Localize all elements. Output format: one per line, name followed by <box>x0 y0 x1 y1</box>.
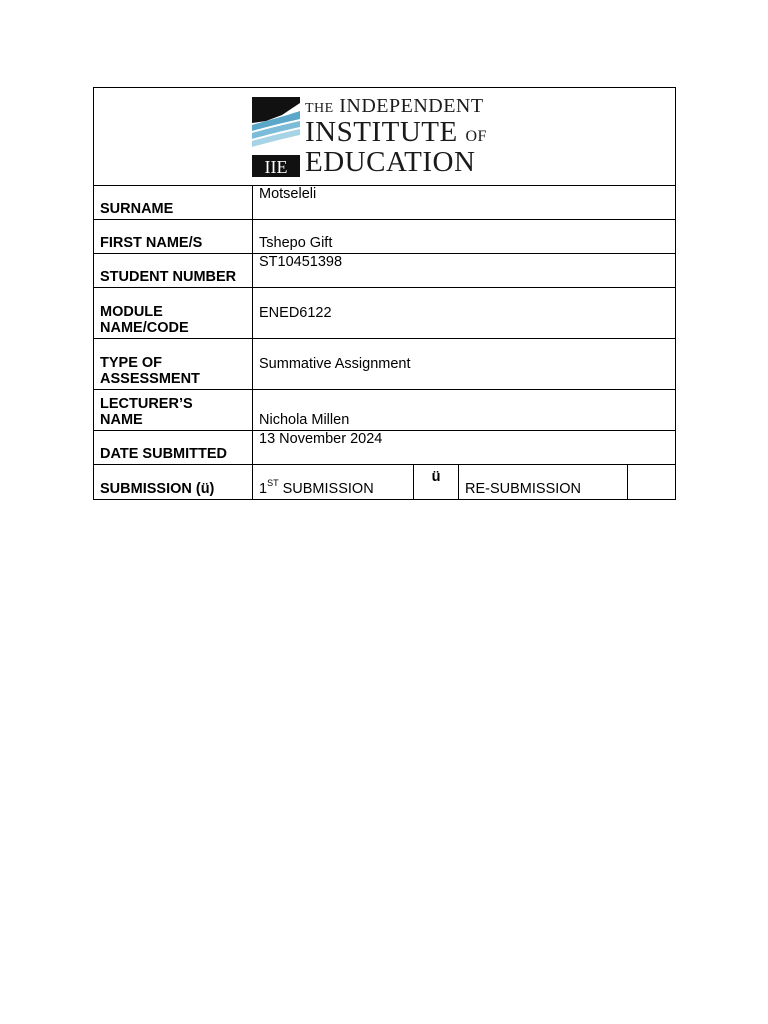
logo-cell <box>94 88 676 186</box>
logo-independent: INDEPENDENT <box>339 94 484 117</box>
first-name-label: FIRST NAME/S <box>94 220 253 254</box>
iie-logo <box>252 88 675 185</box>
first-name-value: Tshepo Gift <box>253 220 676 254</box>
svg-text:IIE: IIE <box>264 156 288 177</box>
logo-wordmark <box>305 96 487 178</box>
assessment-value: Summative Assignment <box>253 339 676 390</box>
logo-institute: INSTITUTE <box>305 115 458 148</box>
submission-row <box>94 465 676 500</box>
lecturer-value: Nichola Millen <box>253 390 676 431</box>
resubmission-option: RE-SUBMISSION <box>459 465 628 500</box>
surname-value: Motseleli <box>253 186 676 220</box>
lecturer-label: LECTURER’S NAME <box>94 390 253 431</box>
student-number-row <box>94 254 676 288</box>
resubmission-check[interactable] <box>628 465 676 500</box>
surname-label: SURNAME <box>94 186 253 220</box>
module-row <box>94 288 676 339</box>
logo-of: OF <box>465 127 487 145</box>
date-value: 13 November 2024 <box>253 431 676 465</box>
student-number-label: STUDENT NUMBER <box>94 254 253 288</box>
first-submission-option: 1ST SUBMISSION <box>253 465 414 500</box>
module-label: MODULE NAME/CODE <box>94 288 253 339</box>
student-number-value: ST10451398 <box>253 254 676 288</box>
submission-label: SUBMISSION (ü) <box>94 465 253 500</box>
lecturer-row <box>94 390 676 431</box>
first-submission-check[interactable]: ü <box>414 465 459 500</box>
date-row <box>94 431 676 465</box>
logo-row <box>94 88 676 186</box>
iie-emblem-icon <box>252 97 300 177</box>
date-label: DATE SUBMITTED <box>94 431 253 465</box>
surname-row <box>94 186 676 220</box>
module-value: ENED6122 <box>253 288 676 339</box>
logo-the: THE <box>305 100 334 116</box>
logo-education: EDUCATION <box>305 145 476 178</box>
cover-sheet-table <box>93 87 676 500</box>
assessment-label: TYPE OF ASSESSMENT <box>94 339 253 390</box>
assessment-row <box>94 339 676 390</box>
first-name-row <box>94 220 676 254</box>
